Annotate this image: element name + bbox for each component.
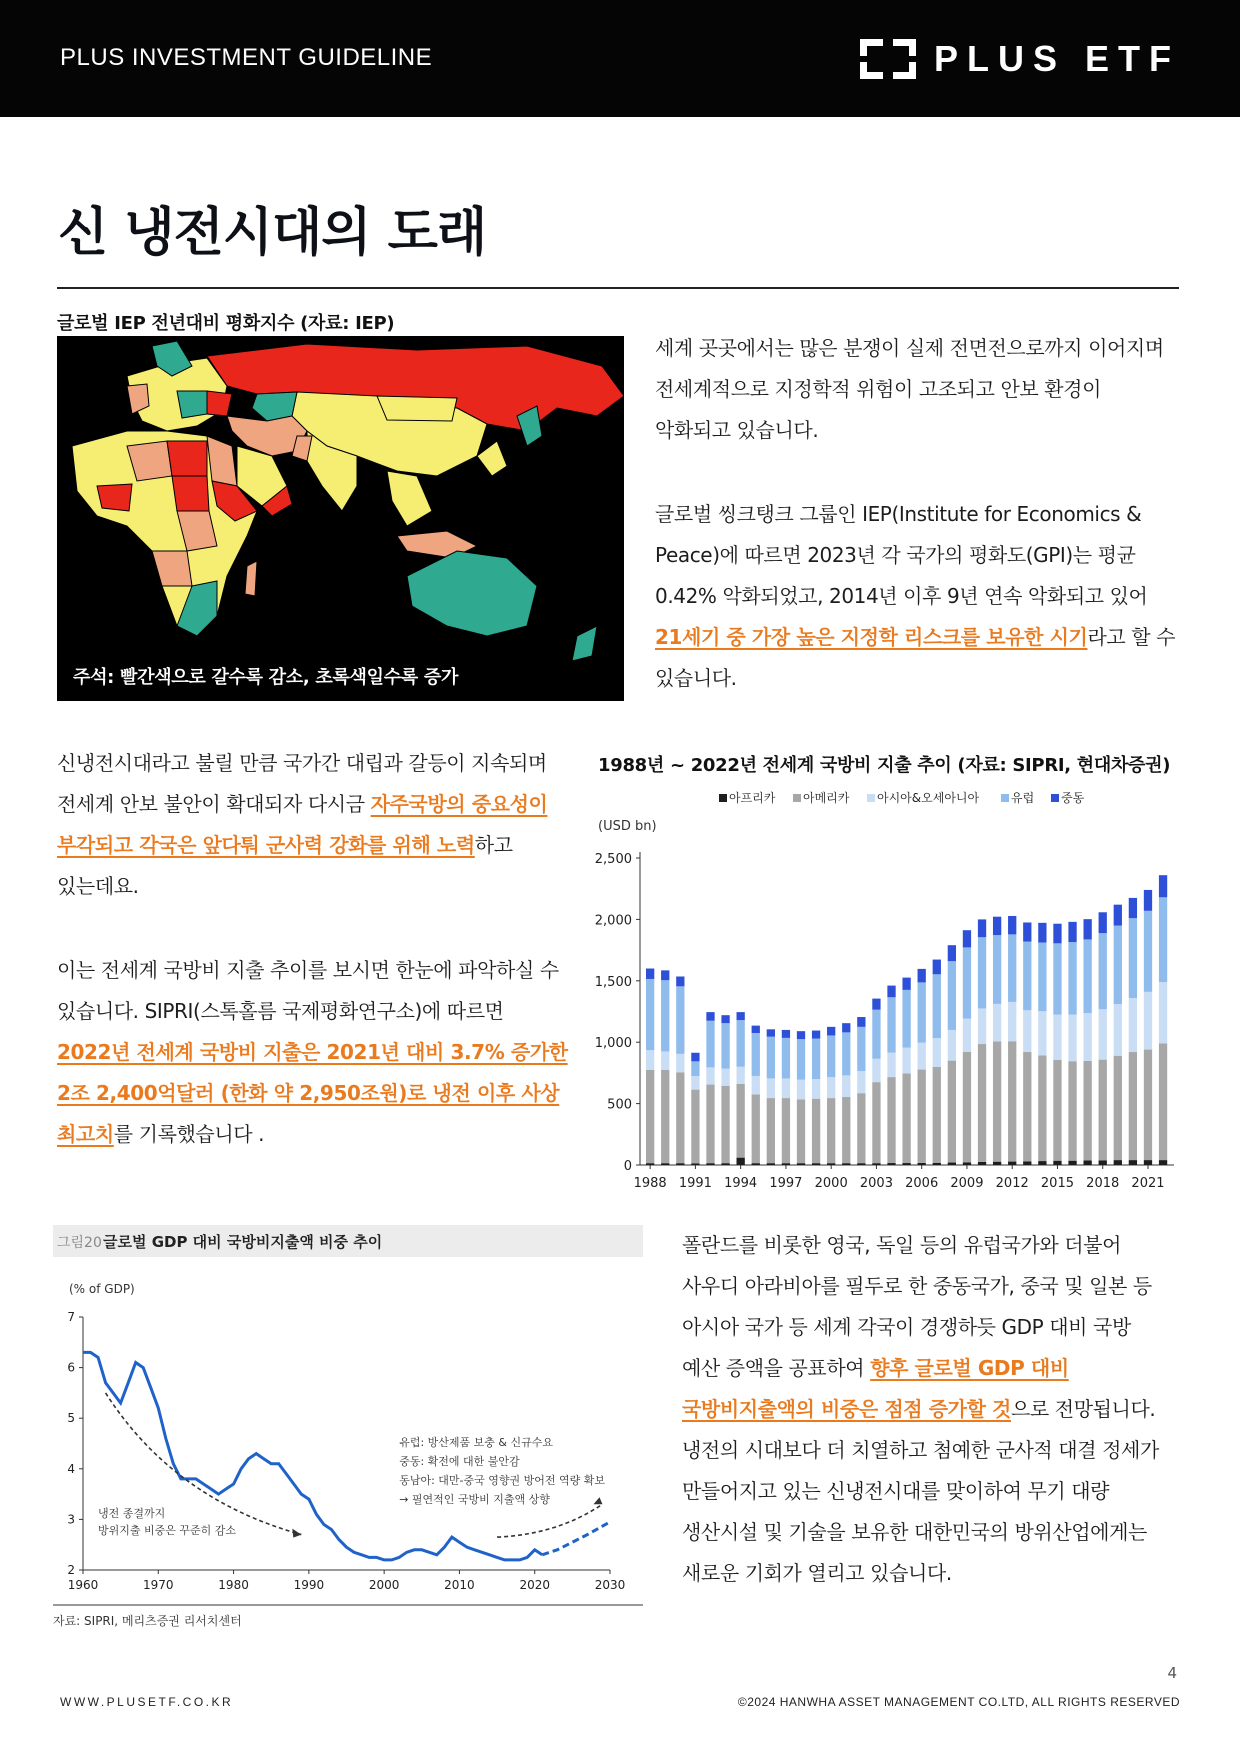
bar-segment [752, 1163, 760, 1165]
bar-segment [1144, 1050, 1152, 1161]
text-line [682, 1389, 1202, 1430]
bar-segment [676, 1054, 684, 1072]
bar-segment [737, 1084, 745, 1158]
bar-segment [857, 1027, 865, 1071]
text-line [57, 784, 597, 825]
bar-segment [918, 969, 926, 983]
chart-figure-label: 그림20 [57, 1235, 102, 1251]
text-line [57, 1032, 597, 1073]
bar-segment [887, 1163, 895, 1165]
bar-segment [887, 1077, 895, 1163]
bar-segment [963, 1052, 971, 1163]
bar-segment [812, 1163, 820, 1165]
bar-segment [872, 1010, 880, 1059]
bar-segment [902, 990, 910, 1048]
text-line: 전세계적으로 지정학적 위험이 고조되고 안보 환경이 [655, 377, 1102, 401]
bar-segment [1023, 1161, 1031, 1165]
x-tick-label: 2000 [814, 1176, 848, 1191]
legend-label: 중동 [1061, 791, 1085, 805]
bar-segment [1008, 1041, 1016, 1161]
bar-segment [1144, 911, 1152, 992]
x-tick-label: 2015 [1040, 1176, 1075, 1191]
bar-segment [812, 1079, 820, 1099]
bar-segment [1008, 1162, 1016, 1165]
bar-segment [1114, 1160, 1122, 1165]
bar-segment [918, 1163, 926, 1165]
x-tick-label: 1970 [143, 1578, 174, 1592]
rise-trend-arrow [497, 1504, 602, 1537]
bar-segment [1038, 1011, 1046, 1055]
annotation-text: 중동: 확전에 대한 불안감 [399, 1455, 520, 1469]
intro-paragraph [655, 328, 1185, 451]
bar-segment [902, 1048, 910, 1074]
bar-segment [797, 1163, 805, 1165]
x-tick-label: 2012 [995, 1176, 1029, 1191]
annotation-text: 방위지출 비중은 꾸준히 감소 [98, 1523, 237, 1537]
bar-segment [1159, 1043, 1167, 1160]
bar-segment [676, 986, 684, 1054]
defense-spending-bar-chart [594, 780, 1184, 1200]
bar-segment [782, 1038, 790, 1079]
bar-segment [1099, 933, 1107, 1009]
bar-segment [993, 935, 1001, 1004]
text-line: 악화되고 있습니다. [655, 418, 819, 442]
x-tick-label: 1994 [724, 1176, 758, 1191]
bar-segment [661, 1163, 669, 1165]
bar-segment [1083, 919, 1091, 939]
text-span: 하고 [474, 833, 513, 857]
brand-name: PLUS ETF [933, 38, 1180, 79]
bar-segment [948, 1163, 956, 1165]
bar-segment [978, 1162, 986, 1165]
text-line: Peace)에 따르면 2023년 각 국가의 평화도(GPI)는 평균 [655, 543, 1136, 567]
x-tick-label: 1997 [769, 1176, 803, 1191]
highlight-text: 최고치 [57, 1122, 114, 1146]
text-line: 있는데요. [57, 874, 139, 898]
bar-segment [1099, 1009, 1107, 1059]
highlight-text: 21세기 중 가장 높은 지정학 리스크를 보유한 시기 [655, 625, 1088, 649]
peace-index-map [57, 336, 624, 701]
bar-segment [1083, 1013, 1091, 1061]
text-line [57, 825, 597, 866]
text-line: 이는 전세계 국방비 지출 추이를 보시면 한눈에 파악하실 수 [57, 958, 559, 982]
legend-label: 아시아&오세아니아 [877, 791, 980, 805]
bar-segment [1129, 1160, 1137, 1165]
bar-segment [1129, 918, 1137, 998]
title-divider [57, 287, 1179, 289]
page-number: 4 [1167, 1664, 1177, 1682]
bar-segment [752, 1094, 760, 1163]
bar-segment [646, 969, 654, 979]
bar-segment [978, 919, 986, 937]
bar-segment [1083, 1160, 1091, 1165]
bar-segment [1038, 942, 1046, 1011]
bar-segment [706, 1067, 714, 1084]
bar-segment [1053, 943, 1061, 1014]
bar-segment [721, 1023, 729, 1068]
y-tick-label: 500 [607, 1097, 632, 1113]
bar-segment [918, 982, 926, 1042]
bar-segment [737, 1012, 745, 1020]
bar-segment [676, 1163, 684, 1165]
y-tick-label: 3 [67, 1512, 75, 1527]
text-line: 사우디 아라비아를 필두로 한 중동국가, 중국 및 일본 등 [682, 1274, 1152, 1298]
bar-segment [1129, 898, 1137, 918]
text-line: 있습니다. [655, 666, 737, 690]
bar-segment [661, 980, 669, 1051]
header-guideline-text: PLUS INVESTMENT GUIDELINE [60, 44, 433, 71]
bar-segment [857, 1163, 865, 1165]
plus-etf-logo-icon [860, 39, 916, 79]
bar-segment [691, 1076, 699, 1090]
bar-segment [842, 1032, 850, 1075]
bar-segment [767, 1163, 775, 1165]
bar-segment [752, 1026, 760, 1033]
bar-segment [1099, 1060, 1107, 1161]
bar-segment [797, 1031, 805, 1039]
legend-swatch [1051, 794, 1059, 802]
bar-segment [721, 1086, 729, 1163]
map-caption: 글로벌 IEP 전년대비 평화지수 (자료: IEP) [57, 313, 395, 334]
bar-segment [978, 1008, 986, 1044]
bar-segment [1023, 942, 1031, 1011]
x-tick-label: 2000 [368, 1578, 400, 1592]
website-link[interactable]: WWW.PLUSETF.CO.KR [60, 1695, 234, 1709]
y-tick-label: 6 [67, 1360, 75, 1375]
bar-segment [948, 945, 956, 961]
bar-segment [1099, 912, 1107, 933]
bar-segment [887, 1053, 895, 1078]
text-span: 예산 증액을 공표하여 [682, 1356, 871, 1380]
text-line: 신냉전시대라고 불릴 만큼 국가간 대립과 갈등이 지속되며 [57, 751, 547, 775]
x-tick-label: 1990 [293, 1578, 325, 1592]
bar-segment [691, 1053, 699, 1062]
world-map-image [57, 336, 624, 701]
highlight-text: 국방비지출액의 비중은 점점 증가할 것 [682, 1397, 1011, 1421]
bar-segment [706, 1163, 714, 1165]
bar-segment [1068, 1061, 1076, 1160]
copyright-text: ©2024 HANWHA ASSET MANAGEMENT CO.LTD, ALL RIGHTS RESERVED [737, 1695, 1180, 1709]
y-tick-label: 2 [67, 1563, 75, 1577]
bar-segment [721, 1163, 729, 1165]
bar-segment [918, 1070, 926, 1163]
map-note: 주석: 빨간색으로 갈수록 감소, 초록색일수록 증가 [73, 667, 459, 688]
bar-segment [767, 1078, 775, 1098]
bar-segment [706, 1012, 714, 1021]
arrow-head-icon [593, 1497, 602, 1504]
bar-segment [902, 978, 910, 990]
bar-segment [646, 1070, 654, 1163]
bar-segment [1068, 1161, 1076, 1165]
bar-segment [887, 997, 895, 1052]
legend-swatch [719, 794, 727, 802]
bar-segment [1068, 1015, 1076, 1062]
bar-segment [782, 1030, 790, 1038]
annotation-text: → 필연적인 국방비 지출액 상향 [399, 1493, 550, 1507]
bar-segment [767, 1029, 775, 1036]
bar-segment [1159, 897, 1167, 982]
bar-segment [782, 1078, 790, 1098]
x-tick-label: 2003 [859, 1176, 893, 1191]
text-line: 세계 곳곳에서는 많은 분쟁이 실제 전면전으로까지 이어지며 [655, 336, 1164, 360]
bar-segment [1159, 1160, 1167, 1165]
y-tick-label: 1,500 [594, 974, 632, 990]
text-span: 라고 할 수 [1087, 625, 1176, 649]
bar-segment [1053, 924, 1061, 944]
y-tick-label: 7 [67, 1310, 75, 1324]
legend-label: 아프리카 [729, 791, 776, 805]
text-line [655, 617, 1195, 658]
y-tick-label: 1,000 [594, 1036, 632, 1052]
bar-segment [857, 1071, 865, 1093]
bar-segment [918, 1043, 926, 1070]
text-line [57, 1114, 597, 1155]
text-line [682, 1348, 1202, 1389]
bar-segment [827, 1077, 835, 1098]
y-tick-label: 2,500 [594, 852, 632, 867]
bar-segment [797, 1039, 805, 1080]
bar-segment [1144, 890, 1152, 911]
x-tick-label: 2009 [950, 1176, 984, 1191]
bar-segment [1129, 1052, 1137, 1160]
bar-segment [737, 1158, 745, 1165]
highlight-text: 2022년 전세계 국방비 지출은 2021년 대비 3.7% 증가한 [57, 1040, 568, 1064]
bar-segment [646, 979, 654, 1050]
iep-paragraph [655, 494, 1195, 699]
bar-segment [993, 1004, 1001, 1041]
bar-segment [1144, 1160, 1152, 1165]
bar-segment [782, 1163, 790, 1165]
bar-segment [1068, 922, 1076, 942]
bar-segment [872, 1163, 880, 1165]
x-tick-label: 1980 [218, 1578, 249, 1592]
bar-segment [706, 1085, 714, 1164]
bar-segment [933, 1067, 941, 1163]
x-tick-label: 2020 [519, 1578, 550, 1592]
text-line: 폴란드를 비롯한 영국, 독일 등의 유럽국가와 더불어 [682, 1233, 1122, 1257]
bar-segment [797, 1099, 805, 1163]
bar-segment [1008, 934, 1016, 1002]
bar-segment [948, 1030, 956, 1061]
bar-segment [812, 1099, 820, 1163]
bar-segment [993, 917, 1001, 935]
highlight-text: 자주국방의 중요성이 [370, 792, 548, 816]
legend-swatch [867, 794, 875, 802]
bar-segment [752, 1033, 760, 1076]
bar-segment [691, 1061, 699, 1076]
x-tick-label: 2018 [1086, 1176, 1120, 1191]
y-axis-unit: (% of GDP) [69, 1282, 135, 1296]
x-tick-label: 1960 [67, 1578, 99, 1592]
bar-segment [842, 1075, 850, 1096]
bar-segment [827, 1098, 835, 1163]
bar-segment [691, 1163, 699, 1165]
bar-segment [737, 1067, 745, 1084]
bar-segment [872, 999, 880, 1010]
chart-source: 자료: SIPRI, 메리츠증권 리서치센터 [53, 1614, 242, 1628]
sipri-paragraph [57, 950, 597, 1155]
text-span: 전세계 안보 불안이 확대되자 다시금 [57, 792, 371, 816]
bar-segment [1023, 1052, 1031, 1161]
bar-segment [706, 1021, 714, 1068]
bar-segment [1053, 1060, 1061, 1161]
bar-segment [1023, 1010, 1031, 1052]
text-line [57, 1073, 597, 1114]
bar-segment [902, 1073, 910, 1163]
bar-segment [857, 1093, 865, 1163]
bar-segment [933, 960, 941, 975]
chart1-caption: 1988년 ~ 2022년 전세계 국방비 지출 추이 (자료: SIPRI, 현대차증권) [598, 755, 1171, 776]
y-tick-label: 5 [67, 1411, 75, 1426]
bar-segment [721, 1015, 729, 1023]
y-tick-label: 4 [67, 1461, 75, 1476]
bar-segment [978, 937, 986, 1008]
forecast-line [542, 1522, 610, 1555]
x-tick-label: 2030 [594, 1578, 626, 1592]
bar-segment [948, 1061, 956, 1163]
bar-segment [963, 947, 971, 1018]
bar-segment [646, 1163, 654, 1165]
bar-segment [1083, 1061, 1091, 1160]
bar-segment [963, 1019, 971, 1052]
bar-segment [767, 1037, 775, 1079]
bar-segment [737, 1020, 745, 1067]
bar-segment [661, 970, 669, 980]
bar-segment [963, 930, 971, 947]
bar-segment [1008, 1002, 1016, 1041]
bar-segment [933, 974, 941, 1038]
text-line: 0.42% 악화되었고, 2014년 이후 9년 연속 악화되고 있어 [655, 584, 1148, 608]
bar-segment [842, 1023, 850, 1032]
bar-segment [857, 1017, 865, 1027]
text-line: 만들어지고 있는 신냉전시대를 맞이하여 무기 대량 [682, 1479, 1110, 1503]
bar-segment [1159, 875, 1167, 897]
bar-segment [1068, 942, 1076, 1014]
page-title: 신 냉전시대의 도래 [58, 203, 487, 263]
bar-segment [782, 1098, 790, 1163]
brand[interactable] [860, 38, 1180, 80]
y-axis-unit: (USD bn) [598, 819, 657, 834]
bar-segment [827, 1163, 835, 1165]
bar-segment [812, 1031, 820, 1039]
bar-segment [993, 1162, 1001, 1165]
bar-segment [1083, 939, 1091, 1013]
legend-swatch [1001, 794, 1009, 802]
bar-segment [812, 1039, 820, 1080]
legend-label: 아메리카 [803, 791, 850, 805]
bar-segment [1114, 926, 1122, 1005]
bar-segment [872, 1082, 880, 1163]
bar-segment [963, 1162, 971, 1165]
arrow-head-icon [292, 1529, 301, 1538]
bar-segment [827, 1027, 835, 1036]
defense-gdp-share-line-chart [53, 1225, 643, 1633]
x-tick-label: 2006 [905, 1176, 939, 1191]
text-line: 있습니다. SIPRI(스톡홀름 국제평화연구소)에 따르면 [57, 999, 504, 1023]
text-span: 으로 전망됩니다. [1010, 1397, 1156, 1421]
bar-segment [978, 1044, 986, 1162]
bar-segment [646, 1050, 654, 1070]
bar-segment [1114, 1004, 1122, 1056]
legend-swatch [793, 794, 801, 802]
bar-segment [842, 1163, 850, 1165]
header-bar [0, 0, 1240, 117]
bar-segment [797, 1080, 805, 1100]
x-tick-label: 1988 [633, 1176, 667, 1191]
bar-segment [661, 1051, 669, 1069]
annotation-text: 냉전 종결까지 [98, 1506, 166, 1520]
y-tick-label: 0 [623, 1159, 632, 1174]
bar-segment [1038, 1055, 1046, 1161]
bar-segment [1038, 1161, 1046, 1165]
highlight-text: 향후 글로벌 GDP 대비 [870, 1356, 1069, 1380]
bar-segment [676, 977, 684, 987]
bar-segment [933, 1038, 941, 1067]
x-tick-label: 2010 [444, 1578, 475, 1592]
bar-segment [827, 1035, 835, 1077]
text-line: 아시아 국가 등 세계 각국이 경쟁하듯 GDP 대비 국방 [682, 1315, 1131, 1339]
bar-segment [842, 1097, 850, 1163]
bar-segment [872, 1059, 880, 1082]
bar-segment [1008, 916, 1016, 934]
bar-segment [767, 1098, 775, 1163]
highlight-text: 2조 2,400억달러 (한화 약 2,950조원)로 냉전 이후 사상 [57, 1081, 560, 1105]
bar-segment [993, 1041, 1001, 1161]
chart-title: 글로벌 GDP 대비 국방비지출액 비중 추이 [103, 1233, 383, 1251]
bar-segment [1144, 992, 1152, 1050]
bar-segment [1159, 982, 1167, 1043]
bar-segment [721, 1069, 729, 1086]
text-line: 새로운 기회가 열리고 있습니다. [682, 1561, 952, 1585]
bar-segment [752, 1076, 760, 1094]
x-tick-label: 1991 [678, 1176, 712, 1191]
bar-segment [676, 1072, 684, 1163]
annotation-text: 유럽: 방산제품 보충 & 신규수요 [399, 1436, 553, 1450]
bar-segment [691, 1090, 699, 1164]
bar-segment [948, 961, 956, 1030]
bar-segment [1053, 1015, 1061, 1060]
text-span: 를 기록했습니다 . [113, 1122, 265, 1146]
bar-segment [1053, 1161, 1061, 1165]
highlight-text: 부각되고 각국은 앞다퉈 군사력 강화를 위해 노력 [57, 833, 475, 857]
bar-segment [1114, 905, 1122, 926]
y-tick-label: 2,000 [594, 913, 632, 929]
bar-segment [1023, 922, 1031, 941]
text-line: 생산시설 및 기술을 보유한 대한민국의 방위산업에게는 [682, 1520, 1147, 1544]
bar-segment [887, 986, 895, 998]
new-cold-war-paragraph [57, 743, 597, 907]
bar-segment [1099, 1160, 1107, 1165]
legend-label: 유럽 [1011, 791, 1035, 805]
annotation-text: 동남아: 대만-중국 영향권 방어전 역량 확보 [399, 1474, 606, 1488]
bar-segment [661, 1070, 669, 1163]
bar-segment [1114, 1056, 1122, 1160]
bar-segment [933, 1163, 941, 1165]
x-tick-label: 2021 [1131, 1176, 1165, 1191]
bar-segment [1129, 998, 1137, 1052]
bar-segment [1038, 923, 1046, 943]
text-line: 글로벌 씽크탱크 그룹인 IEP(Institute for Economics & [655, 502, 1142, 526]
bar-segment [902, 1163, 910, 1165]
text-line: 냉전의 시대보다 더 치열하고 첨예한 군사적 대결 정세가 [682, 1438, 1159, 1462]
outlook-paragraph [682, 1225, 1202, 1594]
